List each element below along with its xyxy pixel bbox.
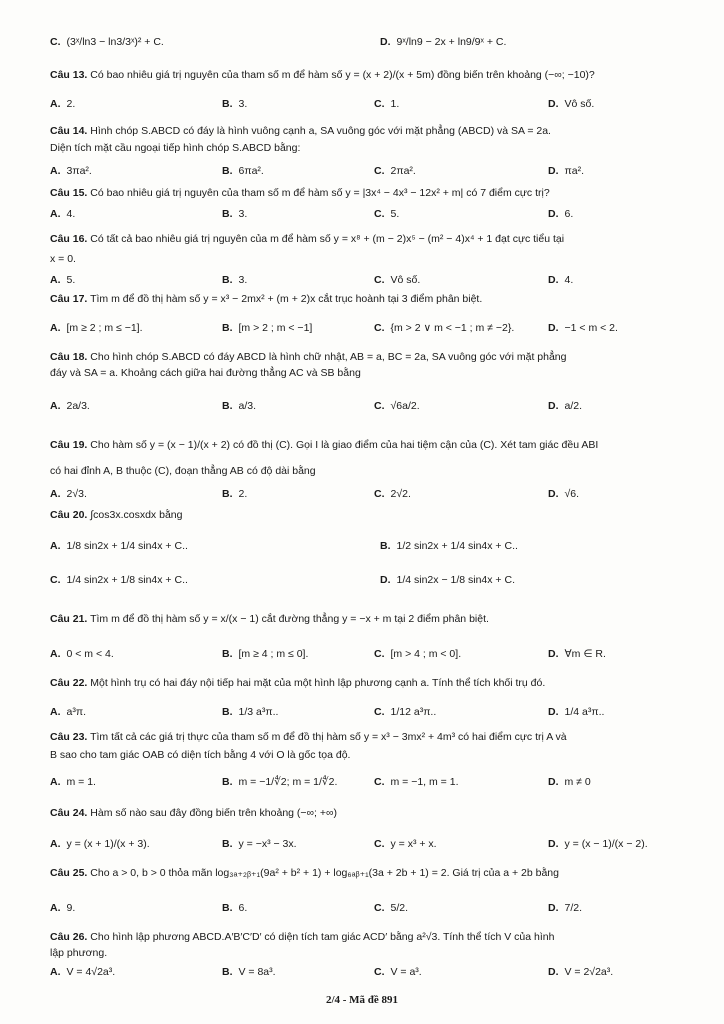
q13-options: A. 2. B. 3. C. 1. D. Vô số. — [50, 98, 595, 110]
question-22: Câu 22. Một hình trụ có hai đáy nội tiếp hai mặt của một hình lập phương cạnh a. Tính thể tích khối trụ đó. — [50, 677, 546, 689]
q23-options: A. m = 1. B. m = −1/∜2; m = 1/∜2. C. m = −1, m = 1. D. m ≠ 0 — [50, 776, 591, 788]
q21-options: A. 0 < m < 4. B. [m ≥ 4 ; m ≤ 0]. C. [m > 4 ; m < 0]. D. ∀m ∈ R. — [50, 648, 606, 660]
question-24: Câu 24. Hàm số nào sau đây đồng biến trên khoảng (−∞; +∞) — [50, 807, 337, 819]
q22-options: A. a³π. B. 1/3 a³π.. C. 1/12 a³π.. D. 1/4 a³π.. — [50, 706, 605, 718]
question-14-cont: Diện tích mặt cầu ngoại tiếp hình chóp S.ABCD bằng: — [50, 142, 301, 154]
question-19: Câu 19. Cho hàm số y = (x − 1)/(x + 2) có đồ thị (C). Gọi I là giao điểm của hai tiệm cận của (C). Xét tam giác đều ABI — [50, 439, 599, 451]
prev-question-options — [50, 34, 698, 50]
question-19-cont: có hai đỉnh A, B thuộc (C), đoạn thẳng AB có độ dài bằng — [50, 465, 316, 477]
prev-option-c: C. (3ˣ/ln3 − ln3/3ˣ)² + C. — [50, 36, 164, 48]
question-14: Câu 14. Hình chóp S.ABCD có đáy là hình vuông cạnh a, SA vuông góc với mặt phẳng (ABCD) và SA = 2a. — [50, 125, 551, 137]
q20-options-cd: C. 1/4 sin2x + 1/8 sin4x + C.. D. 1/4 sin2x − 1/8 sin4x + C. — [50, 574, 515, 586]
q14-options: A. 3πa². B. 6πa². C. 2πa². D. πa². — [50, 165, 584, 177]
q24-options: A. y = (x + 1)/(x + 3). B. y = −x³ − 3x. C. y = x³ + x. D. y = (x − 1)/(x − 2). — [50, 838, 648, 850]
question-16-cont: x = 0. — [50, 253, 76, 265]
question-13: Câu 13. Có bao nhiêu giá trị nguyên của tham số m để hàm số y = (x + 2)/(x + 5m) đồng biến trên khoảng (−∞; −10)? — [50, 69, 595, 81]
question-15: Câu 15. Có bao nhiêu giá trị nguyên của tham số m để hàm số y = |3x⁴ − 4x³ − 12x² + m| có 7 điểm cực trị? — [50, 187, 550, 199]
question-26: Câu 26. Cho hình lập phương ABCD.A′B′C′D′ có diện tích tam giác ACD′ bằng a²√3. Tính thể tích V của hình — [50, 931, 555, 943]
page-footer: 2/4 - Mã đề 891 — [325, 994, 399, 1006]
question-18-cont: đáy và SA = a. Khoảng cách giữa hai đường thẳng AC và SB bằng — [50, 367, 361, 379]
question-20: Câu 20. ∫cos3x.cosxdx bằng — [50, 509, 183, 521]
question-25: Câu 25. Cho a > 0, b > 0 thỏa mãn log₃ₐ₊₂ᵦ₊₁(9a² + b² + 1) + log₆ₐᵦ₊₁(3a + 2b + 1) = 2. Giá trị của a + 2b bằng — [50, 867, 559, 879]
q25-options: A. 9. B. 6. C. 5/2. D. 7/2. — [50, 902, 583, 914]
question-18: Câu 18. Cho hình chóp S.ABCD có đáy ABCD là hình chữ nhật, AB = a, BC = 2a, SA vuông góc với mặt phẳng — [50, 351, 567, 363]
q18-options: A. 2a/3. B. a/3. C. √6a/2. D. a/2. — [50, 400, 583, 412]
q16-options: A. 5. B. 3. C. Vô số. D. 4. — [50, 274, 574, 286]
q15-options: A. 4. B. 3. C. 5. D. 6. — [50, 208, 574, 220]
q20-options-ab: A. 1/8 sin2x + 1/4 sin4x + C.. B. 1/2 sin2x + 1/4 sin4x + C.. — [50, 540, 518, 552]
question-23: Câu 23. Tìm tất cả các giá trị thực của tham số m để đồ thị hàm số y = x³ − 3mx² + 4m³ có hai điểm cực trị A và — [50, 731, 567, 743]
question-16: Câu 16. Có tất cả bao nhiêu giá trị nguyên của m để hàm số y = x⁸ + (m − 2)x⁵ − (m² − 4)x⁴ + 1 đạt cực tiểu tại — [50, 233, 565, 245]
q26-options: A. V = 4√2a³. B. V = 8a³. C. V = a³. D. V = 2√2a³. — [50, 966, 614, 978]
question-17: Câu 17. Tìm m để đồ thị hàm số y = x³ − 2mx² + (m + 2)x cắt trục hoành tại 3 điểm phân biệt. — [50, 293, 483, 305]
q17-options: A. [m ≥ 2 ; m ≤ −1]. B. [m > 2 ; m < −1] C. {m > 2 ∨ m < −1 ; m ≠ −2}. D. −1 < m < 2. — [50, 322, 618, 334]
question-21: Câu 21. Tìm m để đồ thị hàm số y = x/(x − 1) cắt đường thẳng y = −x + m tại 2 điểm phân biệt. — [50, 613, 489, 625]
question-23-cont: B sao cho tam giác OAB có diện tích bằng 4 với O là gốc tọa độ. — [50, 749, 351, 761]
prev-option-d: D. 9ˣ/ln9 − 2x + ln9/9ˣ + C. — [380, 36, 507, 48]
q19-options: A. 2√3. B. 2. C. 2√2. D. √6. — [50, 488, 580, 500]
question-26-cont: lập phương. — [50, 947, 108, 959]
